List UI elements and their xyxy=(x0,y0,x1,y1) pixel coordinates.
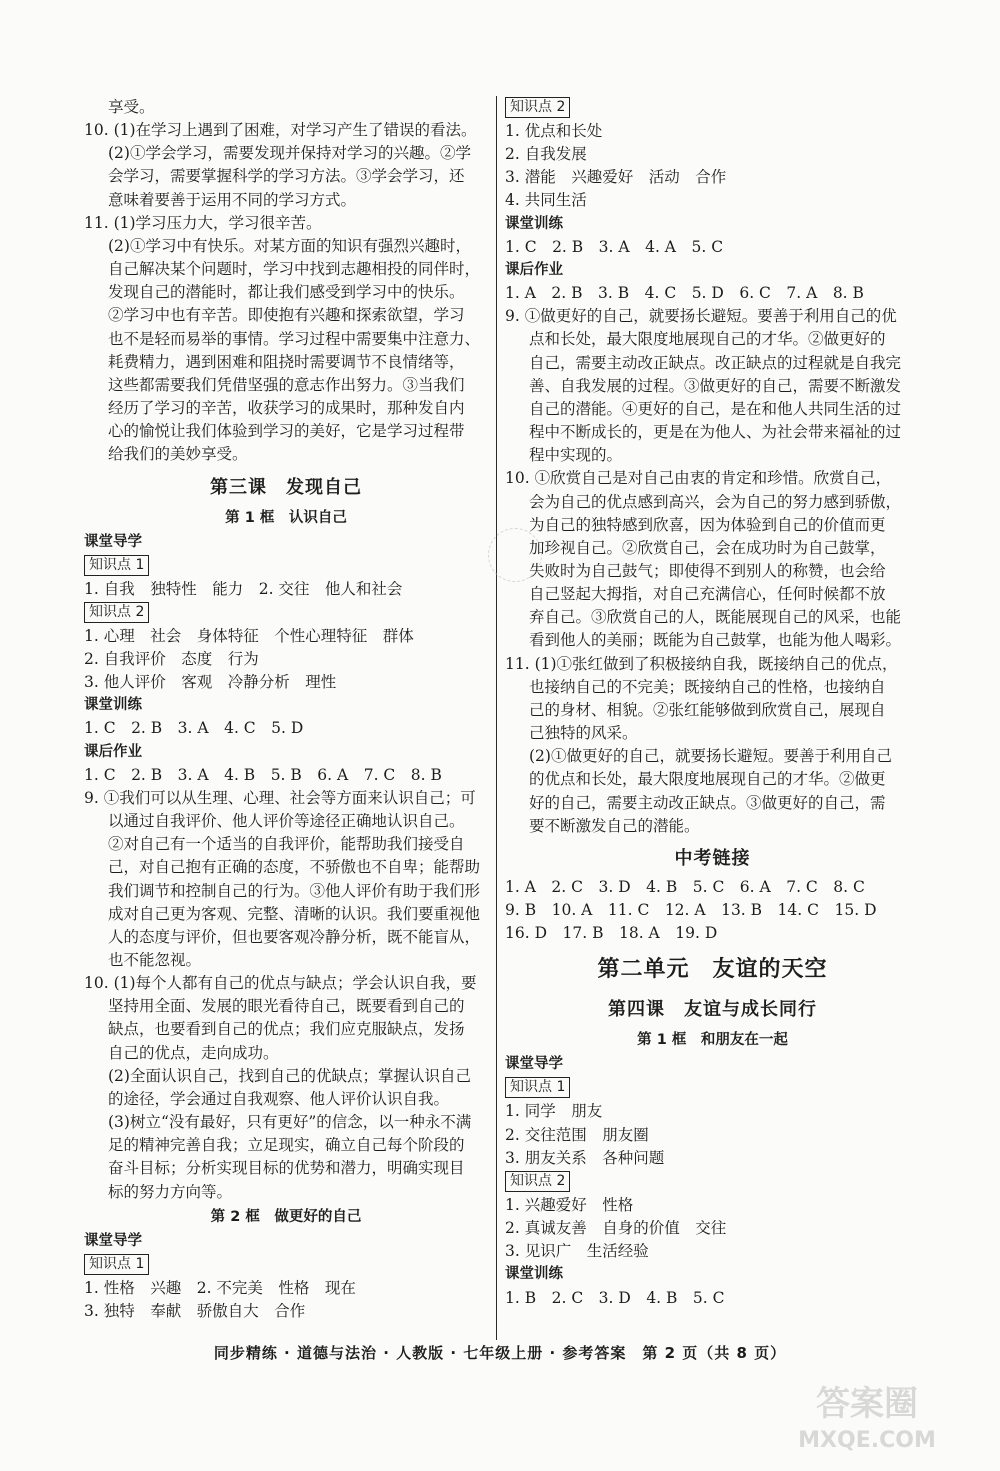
lesson-title: 第三课 发现自己 xyxy=(210,476,362,498)
answer-line: 也不能忽视。 xyxy=(108,951,202,969)
answer-line: 3. 朋友关系 各种问题 xyxy=(505,1148,665,1167)
answer-line: 的途径，学会通过自我观察、他人评价认识自我。 xyxy=(108,1089,450,1108)
answer-line: 己的身材、相貌。②张红能够做到欣赏自己，展现自 xyxy=(529,700,886,719)
answer-line: 1. 优点和长处 xyxy=(505,122,603,140)
section-label: 课堂训练 xyxy=(84,697,142,714)
answer-line: 程中实现的。 xyxy=(529,446,623,465)
answer-line: 加珍视自己。②欣赏自己，会在成功时为自己鼓掌， xyxy=(529,538,886,557)
answer-line: 缺点，也要看到自己的优点；我们应克服缺点，发扬 xyxy=(108,1020,465,1039)
answer-line: 以通过自我评价、他人评价等途径正确地认识自己。 xyxy=(108,812,465,831)
answer-line: 1. 心理 社会 身体特征 个性心理特征 群体 xyxy=(84,626,414,645)
knowledge-point-label: 知识点 2 xyxy=(505,1171,570,1192)
section-label: 课堂导学 xyxy=(84,1232,142,1249)
frame-title: 第 1 框 和朋友在一起 xyxy=(637,1032,788,1049)
answer-line: 享受。 xyxy=(108,98,155,116)
svg-text:答案圈: 答案圈 xyxy=(816,1384,918,1424)
answer-line: 己独特的风采。 xyxy=(529,724,638,743)
answer-line: 1. 自我 独特性 能力 2. 交往 他人和社会 xyxy=(84,579,403,598)
answer-line: 坚持用全面、发展的眼光看待自己，既要看到自己的 xyxy=(108,997,465,1016)
answer-line: 1. C 2. B 3. A 4. C 5. D xyxy=(84,719,304,738)
answer-line: 看到他人的美丽；既能为自己鼓掌，也能为他人喝彩。 xyxy=(529,631,902,650)
answer-line: 1. 性格 兴趣 2. 不完美 性格 现在 xyxy=(84,1278,356,1297)
section-label: 课后作业 xyxy=(84,743,142,760)
answer-line: 也不是轻而易举的事情。学习过程中需要集中注意力、 xyxy=(108,329,481,348)
knowledge-point-row xyxy=(505,96,920,120)
lesson-title: 第四课 友谊与成长同行 xyxy=(608,999,817,1021)
answer-line: 11. (1)学习压力大，学习很辛苦。 xyxy=(84,213,322,232)
answer-line: 的优点和长处，最大限度地展现自己的才华。②做更 xyxy=(529,770,886,789)
answer-line: 我们调节和控制自己的行为。③他人评价有助于我们形 xyxy=(108,881,481,900)
answer-line: 16. D 17. B 18. A 19. D xyxy=(505,924,718,943)
answer-line: 足的精神完善自我；立足现实，确立自己每个阶段的 xyxy=(108,1136,465,1155)
answer-line: 10. (1)在学习上遇到了困难，对学习产生了错误的看法。 xyxy=(84,121,477,140)
faint-stamp xyxy=(488,528,542,582)
answer-line: 奋斗目标；分析实现目标的优势和潜力，明确实现目 xyxy=(108,1159,465,1178)
answer-line: 好的自己，需要主动改正缺点。③做更好的自己，需 xyxy=(529,793,886,812)
knowledge-point-row xyxy=(505,1076,920,1100)
answer-line: 2. 自我发展 xyxy=(505,145,587,164)
answer-line: 1. 兴趣爱好 性格 xyxy=(505,1195,634,1214)
answer-line: 会学习，需要掌握科学的学习方法。③学会学习，还 xyxy=(108,167,465,186)
frame-title: 第 2 框 做更好的自己 xyxy=(210,1208,362,1225)
right-column xyxy=(505,96,920,1310)
column-divider xyxy=(496,96,497,1340)
answer-line: 3. 他人评价 客观 冷静分析 理性 xyxy=(84,673,337,692)
answer-line: ②学习中也有辛苦。即使抱有兴趣和探索欲望，学习 xyxy=(108,306,465,325)
answer-line: 1. 同学 朋友 xyxy=(505,1102,603,1121)
answer-line: 心的愉悦让我们体验到学习的美好，它是学习过程带 xyxy=(108,422,465,441)
answer-line: 经历了学习的辛苦，收获学习的成果时，那种发自内 xyxy=(108,399,465,418)
answer-line: 善、自我发展的过程。③做更好的自己，需要不断激发 xyxy=(529,376,902,395)
section-label: 课后作业 xyxy=(505,261,563,278)
answer-line: 弃自己。③欣赏自己的人，既能展现自己的风采，也能 xyxy=(529,608,902,627)
answer-line: 自己的优点，走向成功。 xyxy=(108,1043,279,1062)
answer-line: 自己，需要主动改正缺点。改正缺点的过程就是自我完 xyxy=(529,353,902,372)
answer-line: 4. 共同生活 xyxy=(505,191,587,210)
answer-line: 2. 交往范围 朋友圈 xyxy=(505,1125,649,1144)
knowledge-point-row xyxy=(505,1170,920,1194)
answer-line: 10. ①欣赏自己是对自己由衷的肯定和珍惜。欣赏自己， xyxy=(505,469,892,488)
answer-line: 1. C 2. B 3. A 4. A 5. C xyxy=(505,237,724,256)
answer-line: 自己竖起大拇指，对自己充满信心，任何时候都不放 xyxy=(529,585,886,604)
knowledge-point-label: 知识点 2 xyxy=(505,97,570,118)
answer-line: 1. B 2. C 3. D 4. B 5. C xyxy=(505,1288,725,1307)
answer-line: 耗费精力，遇到困难和阻挠时需要调节不良情绪等， xyxy=(108,352,465,371)
answer-line: 标的努力方向等。 xyxy=(108,1182,233,1201)
answer-line: 意味着要善于运用不同的学习方式。 xyxy=(108,190,357,209)
answer-line: 要不断激发自己的潜能。 xyxy=(529,816,700,835)
answer-line: 这些都需要我们凭借坚强的意志作出努力。③当我们 xyxy=(108,375,465,394)
lesson-title: 中考链接 xyxy=(674,847,751,869)
answer-line: (2)①学会学习，需要发现并保持对学习的兴趣。②学 xyxy=(108,144,471,163)
knowledge-point-label: 知识点 2 xyxy=(84,602,149,623)
answer-line: 自己解决某个问题时，学习中找到志趣相投的同伴时， xyxy=(108,260,481,279)
watermark-logo xyxy=(752,1377,982,1457)
frame-title: 第 1 框 认识自己 xyxy=(225,509,347,526)
svg-text:MXQE.COM: MXQE.COM xyxy=(798,1428,936,1453)
answer-line: 3. 潜能 兴趣爱好 活动 合作 xyxy=(505,168,727,187)
knowledge-point-row xyxy=(84,554,488,578)
answer-line: (2)①学习中有快乐。对某方面的知识有强烈兴趣时， xyxy=(108,236,471,255)
answer-line: 己，对自己抱有正确的态度，不骄傲也不自卑；能帮助 xyxy=(108,858,481,877)
answer-line: 10. (1)每个人都有自己的优点与缺点；学会认识自我，要 xyxy=(84,974,477,993)
knowledge-point-label: 知识点 1 xyxy=(84,1254,149,1275)
answer-line: 2. 真诚友善 自身的价值 交往 xyxy=(505,1219,727,1238)
answer-line: 1. C 2. B 3. A 4. B 5. B 6. A 7. C 8. B xyxy=(84,765,442,784)
answer-line: (2)①做更好的自己，就要扬长避短。要善于利用自己 xyxy=(529,747,892,766)
knowledge-point-label: 知识点 1 xyxy=(84,555,149,576)
answer-line: 3. 独特 奉献 骄傲自大 合作 xyxy=(84,1302,306,1321)
answer-line: 会为自己的优点感到高兴，会为自己的努力感到骄傲， xyxy=(529,492,902,511)
answer-line: 9. ①我们可以从生理、心理、社会等方面来认识自己；可 xyxy=(84,788,476,807)
answer-line: ②对自己有一个适当的自我评价，能帮助我们接受自 xyxy=(108,835,465,854)
answer-line: 成对自己更为客观、完整、清晰的认识。我们要重视他 xyxy=(108,904,481,923)
answer-line: 2. 自我评价 态度 行为 xyxy=(84,649,259,668)
knowledge-point-label: 知识点 1 xyxy=(505,1077,570,1098)
answer-line: 9. ①做更好的自己，就要扬长避短。要善于利用自己的优 xyxy=(505,307,897,326)
answer-line: (2)全面认识自己，找到自己的优缺点；掌握认识自己 xyxy=(108,1066,471,1085)
answer-line: (3)树立“没有最好，只有更好”的信念，以一种永不满 xyxy=(108,1113,472,1132)
answer-line: 点和长处，最大限度地展现自己的才华。②做更好的 xyxy=(529,330,886,349)
answer-line: 发现自己的潜能时，都让我们感受到学习中的快乐。 xyxy=(108,283,465,302)
unit-title: 第二单元 友谊的天空 xyxy=(597,957,828,983)
answer-line: 给我们的美妙享受。 xyxy=(108,445,248,464)
section-label: 课堂训练 xyxy=(505,1266,563,1283)
answer-line: 程中不断成长的，更是在为他人、为社会带来福祉的过 xyxy=(529,423,902,442)
answer-line: 11. (1)①张红做到了积极接纳自我，既接纳自己的优点， xyxy=(505,654,898,673)
knowledge-point-row xyxy=(84,601,488,625)
answer-line: 1. A 2. B 3. B 4. C 5. D 6. C 7. A 8. B xyxy=(505,284,864,303)
answer-line: 人的态度与评价，但也要客观冷静分析，既不能盲从， xyxy=(108,927,481,946)
answer-line: 也接纳自己的不完美；既接纳自己的性格，也接纳自 xyxy=(529,677,886,696)
knowledge-point-row xyxy=(84,1253,488,1277)
answer-line: 3. 见识广 生活经验 xyxy=(505,1242,649,1261)
left-column xyxy=(84,96,488,1323)
answer-line: 1. A 2. C 3. D 4. B 5. C 6. A 7. C 8. C xyxy=(505,877,865,896)
answer-line: 失败时为自己鼓气；即使得不到别人的称赞，也会给 xyxy=(529,561,886,580)
answer-line: 自己的潜能。④更好的自己，是在和他人共同生活的过 xyxy=(529,399,902,418)
section-label: 课堂导学 xyxy=(84,533,142,550)
page-footer: 同步精练 · 道德与法治 · 人教版 · 七年级上册 · 参考答案 第 2 页（共 8 页） xyxy=(213,1344,787,1362)
section-label: 课堂训练 xyxy=(505,215,563,232)
section-label: 课堂导学 xyxy=(505,1056,563,1073)
answer-line: 为自己的独特感到欣喜，因为体验到自己的价值而更 xyxy=(529,515,886,534)
answer-line: 9. B 10. A 11. C 12. A 13. B 14. C 15. D xyxy=(505,901,877,919)
